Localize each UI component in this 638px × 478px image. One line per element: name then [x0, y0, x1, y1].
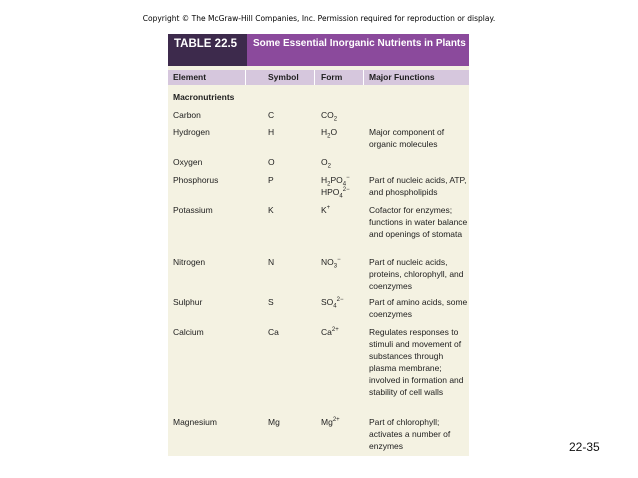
header-divider [363, 70, 364, 85]
element-symbol: N [268, 257, 275, 267]
element-form: $NO_3^-$ [321, 257, 341, 270]
element-symbol: H [268, 127, 275, 137]
element-function: Regulates responses to stimuli and movement of substances through plasma membrane; involved in formation and stability of cell walls [369, 327, 464, 397]
element-name: Phosphorus [173, 175, 219, 185]
section-macronutrients: Macronutrients [173, 92, 235, 102]
element-form: $Mg^{2+}$ [321, 417, 340, 427]
header-symbol: Symbol [268, 72, 299, 82]
element-name: Sulphur [173, 297, 203, 307]
element-form: $H_2PO_4^-$ $HPO_4^{2-}$ [321, 175, 350, 200]
header-element: Element [173, 72, 207, 82]
table-title: Some Essential Inorganic Nutrients in Plants [253, 38, 466, 49]
element-name: Nitrogen [173, 257, 206, 267]
header-form: Form [321, 72, 343, 82]
page-number: 22-35 [569, 440, 600, 454]
element-form: K+ [321, 205, 331, 215]
element-symbol: Mg [268, 417, 280, 427]
header-divider [245, 70, 246, 85]
element-form: $H_2O$ [321, 127, 338, 140]
element-function: Part of nucleic acids, proteins, chlorophyll, and coenzymes [369, 257, 464, 291]
element-symbol: O [268, 157, 275, 167]
element-name: Carbon [173, 110, 201, 120]
element-name: Hydrogen [173, 127, 210, 137]
element-function: Part of chlorophyll; activates a number of enzymes [369, 417, 451, 451]
element-symbol: Ca [268, 327, 279, 337]
element-symbol: P [268, 175, 274, 185]
header-functions: Major Functions [369, 72, 435, 82]
nutrient-table [168, 34, 469, 456]
element-name: Magnesium [173, 417, 217, 427]
element-form: $CO_2$ [321, 110, 338, 123]
element-name: Oxygen [173, 157, 203, 167]
copyright-notice: Copyright © The McGraw-Hill Companies, Inc. Permission required for reproduction or display. [142, 14, 496, 23]
table-header-row [168, 70, 469, 85]
element-symbol: S [268, 297, 274, 307]
element-function: Part of nucleic acids, ATP, and phospholipids [369, 175, 467, 197]
element-form: $SO_4^{2-}$ [321, 297, 344, 310]
element-form: $Ca^{2+}$ [321, 327, 339, 337]
element-function: Major component of organic molecules [369, 127, 445, 149]
element-symbol: K [268, 205, 274, 215]
element-form: $O_2$ [321, 157, 331, 170]
element-name: Potassium [173, 205, 213, 215]
element-function: Part of amino acids, some coenzymes [369, 297, 468, 319]
table-number: TABLE 22.5 [168, 34, 247, 66]
table-title-bar [168, 34, 469, 66]
element-function: Cofactor for enzymes; functions in water balance and openings of stomata [369, 205, 468, 239]
element-name: Calcium [173, 327, 204, 337]
element-symbol: C [268, 110, 275, 120]
header-divider [314, 70, 315, 85]
